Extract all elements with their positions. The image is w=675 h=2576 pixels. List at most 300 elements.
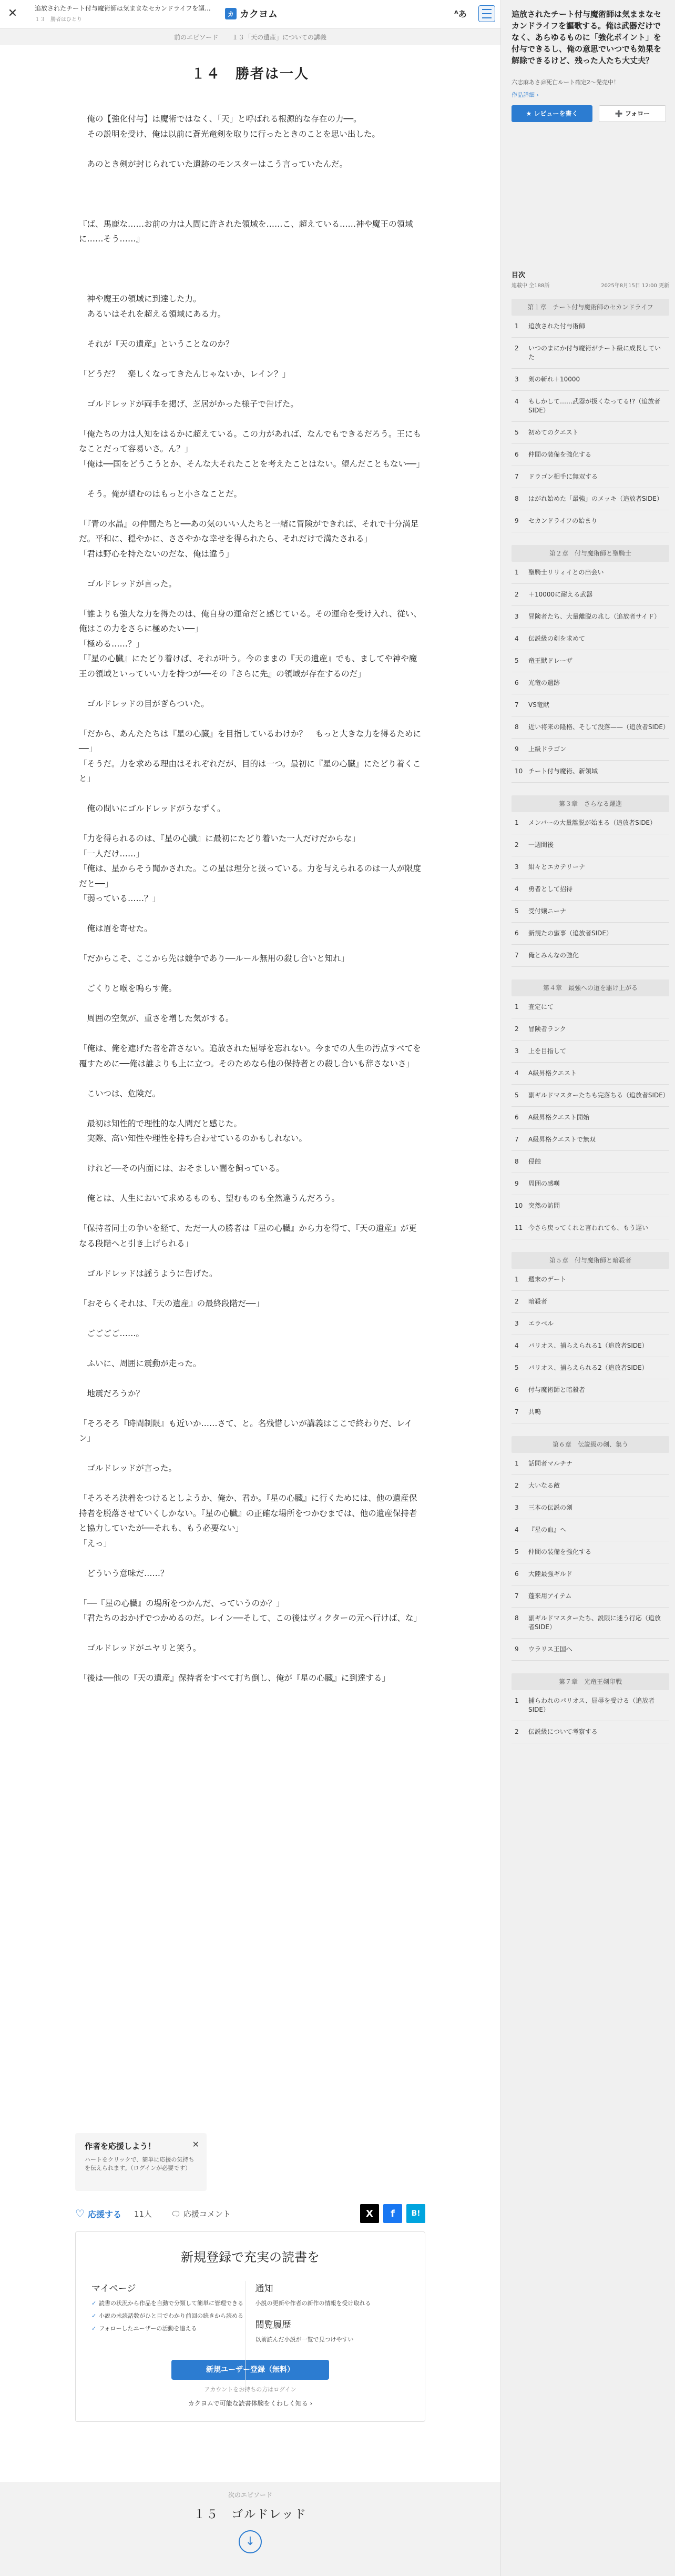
toc-episode-title: 伝説級について考察する (528, 1728, 598, 1735)
share-buttons (360, 2204, 425, 2223)
toc-episode-number: 8 (515, 1614, 519, 1622)
toc-heading: 目次 (512, 271, 526, 279)
toc-episode-title: 侵蝕 (528, 1158, 541, 1165)
toc-episode-link[interactable] (512, 672, 669, 694)
toc-episode-number: 6 (515, 679, 519, 686)
toc-episode-link[interactable] (512, 650, 669, 672)
toc-episode-link[interactable] (512, 694, 669, 716)
toc-episode-link[interactable] (512, 1608, 669, 1639)
toc-episode-link[interactable] (512, 1401, 669, 1423)
body-paragraph: ふいに、周囲に震動が走った。 (79, 1358, 201, 1368)
toc-episode-number: 7 (515, 473, 519, 480)
toc-episode-link[interactable] (512, 1040, 669, 1063)
toc-episode-link[interactable] (512, 1063, 669, 1085)
mypage-feature: ✓ フォローしたユーザーの活動を追える (91, 2325, 246, 2333)
toc-episode-link[interactable] (512, 488, 669, 510)
body-paragraph (79, 321, 422, 337)
cheer-description: ハートをクリックで、簡単に応援の気持ちを伝えられます。（ログインが必要です） (85, 2156, 195, 2171)
toc-episode-link[interactable] (512, 739, 669, 761)
review-button[interactable]: ★ レビューを書く (512, 105, 592, 122)
toc-episode-number: 2 (515, 1025, 519, 1033)
toc-episode-number: 7 (515, 1408, 519, 1416)
toc-episode-title: A級昇格クエスト (528, 1069, 577, 1077)
toc-episode-title: ドラゴン相手に無双する (528, 473, 598, 480)
toc-episode-number: 8 (515, 495, 519, 502)
toc-episode-link[interactable] (512, 369, 669, 391)
toc-episode-link[interactable] (512, 606, 669, 628)
body-paragraph: どういう意味だ……？ (79, 1568, 169, 1578)
toc-episode-link[interactable] (512, 1563, 669, 1585)
body-paragraph (79, 1071, 422, 1086)
sidebar-author[interactable]: 六志麻あさ＠死亡ルート確定2〜発売中！ (512, 79, 619, 86)
toc-episode-title: 冒険者たち、大量離脱の兆し（追放者サイド） (528, 613, 661, 620)
toc-episode-title: 副ギルドマスターたちも完落ちる（追放者SIDE） (528, 1092, 669, 1099)
learn-more-link[interactable]: カクヨムで可能な読書体験をくわしく知る › (188, 2400, 313, 2407)
toc-episode-link[interactable] (512, 1018, 669, 1040)
body-paragraph (79, 471, 422, 487)
toc-chapter-title: 第５章 付与魔術師と暗殺者 (512, 1252, 669, 1269)
cheer-tooltip (75, 2133, 207, 2191)
toc-episode-link[interactable] (512, 1585, 669, 1608)
like-count[interactable]: 11人 (134, 2209, 152, 2219)
toc-episode-number: 4 (515, 885, 519, 893)
body-paragraph (79, 711, 422, 726)
toc-episode-link[interactable] (512, 422, 669, 444)
toc-episode-link[interactable] (512, 1721, 669, 1743)
toc-episode-title: 剣の斬れ＋10000 (528, 376, 580, 383)
like-button[interactable] (75, 2207, 121, 2220)
body-paragraph: 俺とは、人生において求めるものも、望むものも全然違うんだろう。 (79, 1194, 340, 1203)
toc-episode-title: A級昇格クエスト開始 (528, 1114, 589, 1121)
toc-episode-title: ＋10000に耐える武器 (528, 591, 593, 598)
toc-episode-link[interactable] (512, 923, 669, 945)
body-paragraph: ゴルドレッドが言った。 (79, 579, 177, 589)
body-paragraph: 「おそらくそれは、『天の遺産』の最終段階だ──」 (79, 1298, 264, 1308)
toc-episode-title: 周囲の感嘆 (528, 1180, 560, 1187)
body-paragraph (79, 1101, 422, 1116)
like-label: 応援する (87, 2209, 121, 2219)
toc-episode-title: パリオス、捕らえられる2（追放者SIDE） (528, 1364, 648, 1371)
toc-episode-number: 6 (515, 1570, 519, 1578)
toc-episode-link[interactable] (512, 1519, 669, 1541)
toc-episode-link[interactable] (512, 1291, 669, 1313)
body-paragraph: 「君は野心を持たないのだな、俺は違う」 (79, 549, 234, 559)
body-paragraph: こいつは、危険だ。 (79, 1088, 161, 1098)
toc-episode-number: 9 (515, 745, 519, 753)
toc-chapter (512, 1252, 669, 1423)
toc-episode-title: 突然の訪問 (528, 1202, 560, 1209)
toc-episode-number: 7 (515, 952, 519, 959)
logo-text: カクヨム (240, 9, 278, 20)
body-paragraph: ごごごご……。 (79, 1328, 145, 1338)
toc-episode-title: 仲間の装備を強化する (528, 451, 592, 458)
close-icon[interactable]: ✕ (7, 7, 18, 20)
toc-episode-link[interactable] (512, 1475, 669, 1497)
share-facebook-button[interactable]: f (383, 2204, 402, 2223)
toc-chapter (512, 979, 669, 1239)
toc-episode-title: 新規たの蜜事（追放者SIDE） (528, 930, 612, 937)
toc-episode-title: 仲間の装備を強化する (528, 1548, 592, 1555)
toc-episode-number: 10 (515, 1202, 523, 1209)
toc-updated: 2025年8月15日 12:00 更新 (601, 283, 669, 289)
toc-episode-title: 暗殺者 (528, 1298, 548, 1305)
body-paragraph (79, 1446, 422, 1461)
toc-chapter-title: 第６章 伝説級の剣、集う (512, 1436, 669, 1453)
toc-episode-link[interactable] (512, 1217, 669, 1239)
toc-episode-link[interactable] (512, 628, 669, 650)
login-link[interactable]: アカウントをお持ちの方はログイン (204, 2386, 296, 2393)
toc-episode-number: 1 (515, 1460, 519, 1467)
mypage-feature: ✓ 小説の未読話数がひと目でわかり前回の続きから読める (91, 2312, 246, 2320)
toc-episode-title: 週末のデート (528, 1276, 567, 1283)
toc-episode-link[interactable] (512, 584, 669, 606)
body-paragraph (79, 1026, 422, 1042)
body-paragraph: そう。俺が望むのはもっと小さなことだ。 (79, 489, 242, 499)
toc-episode-title: 大いなる敵 (528, 1482, 560, 1489)
history-title: 閲覧履歴 (255, 2320, 291, 2330)
toc-episode-link[interactable] (512, 1639, 669, 1661)
next-episode-label: 次のエピソード (228, 2491, 272, 2499)
body-paragraph: 周囲の空気が、重さを増した気がする。 (79, 1014, 234, 1023)
toc-episode-title: 初めてのクエスト (528, 429, 579, 436)
body-paragraph (79, 411, 422, 427)
toc-episode-number: 1 (515, 569, 519, 576)
comment-label: 応援コメント (183, 2209, 231, 2219)
toc-episode-title: 共鳴 (528, 1408, 541, 1416)
toc-episode-title: 冒険者ランク (528, 1025, 566, 1033)
toc-episode-number: 7 (515, 1136, 519, 1143)
close-icon[interactable]: ✕ (192, 2139, 199, 2149)
body-paragraph: 「そろそろ決着をつけるとしようか、俺か、君か。『星の心臓』に行くためには、他の遺産保持者を脱落させていくしかない。『星の心臓』の正確な場所をつかむまでは、他の遺産保持者と協力していたが──それも、もう必要ない」 (79, 1493, 417, 1533)
toc-episode-number: 2 (515, 1298, 519, 1305)
toc-episode-number: 1 (515, 1697, 519, 1704)
toc-episode-number: 5 (515, 1364, 519, 1371)
toc-episode-title: 三本の伝説の剣 (528, 1504, 573, 1511)
toc-chapter-title: 第７章 光竜王剣印戦 (512, 1673, 669, 1690)
body-paragraph: 「俺は、星からそう聞かされた。この星は理分と扱っている。力を与えられるのは一人が限度だと──」 (79, 864, 422, 888)
body-paragraph: 『ば、馬鹿な……お前の力は人間に許された領域を……こ、超えている……神や魔王の領域に……そう……』 (79, 219, 413, 244)
body-paragraph (79, 1626, 422, 1641)
toc-panel-icon[interactable] (478, 5, 495, 22)
toc-episode-link[interactable] (512, 338, 669, 369)
toc-episode-link[interactable] (512, 562, 669, 584)
toc-episode-title: 『星の血』へ (528, 1526, 567, 1533)
body-paragraph (79, 142, 422, 157)
toc-chapter-title: 第４章 最強への道を駆け上がる (512, 979, 669, 996)
kakuyomu-logo[interactable] (225, 6, 278, 21)
cheer-title: 作者を応援しよう！ (85, 2141, 156, 2151)
share-x-button[interactable]: X (360, 2204, 379, 2223)
toc-episode-number: 3 (515, 1047, 519, 1055)
body-paragraph: 俺の【強化付与】は魔術ではなく、「天」と呼ばれる根源的な存在の力──。 (79, 114, 362, 124)
work-detail-link[interactable]: 作品詳細 › (512, 92, 539, 98)
body-paragraph (79, 1401, 422, 1416)
mypage-feature: ✓ 読書の状況から作品を自動で分類して簡単に管理できる (91, 2299, 246, 2308)
toc-episode-number: 6 (515, 1386, 519, 1393)
toc-episode-link[interactable] (512, 1129, 669, 1151)
body-paragraph: 「俺たちの力は人知をはるかに超えている。この力があれば、なんでもできるだろう。王にもなことだって容易いさ。ん？」 (79, 429, 422, 453)
toc-episode-link[interactable] (512, 834, 669, 856)
body-paragraph: けれど──その内面には、おそましい闇を飼っている。 (79, 1164, 284, 1173)
toc-episode-title: A級昇格クエストで無双 (528, 1136, 596, 1143)
toc-episode-number: 3 (515, 1320, 519, 1327)
body-paragraph (79, 201, 422, 217)
toc-episode-title: チート付与魔術、新領域 (528, 767, 598, 775)
toc-episode-title: 受付嬢ニーナ (528, 907, 567, 915)
body-paragraph: あるいはそれを超える領域にある力。 (79, 309, 226, 319)
toc-episode-title: 蓬来用アイテム (528, 1592, 572, 1600)
toc-episode-title: 大陸最強ギルド (528, 1570, 572, 1578)
history-note: 以前読んだ小説が一覧で見つけやすい (255, 2336, 354, 2343)
toc-episode-link[interactable] (512, 716, 669, 739)
body-paragraph (79, 1476, 422, 1491)
episode-title: １４ 勝者は一人 (191, 66, 309, 82)
toc-episode-number: 6 (515, 451, 519, 458)
toc-episode-number: 1 (515, 1276, 519, 1283)
toc-episode-link[interactable] (512, 1195, 669, 1217)
toc-meta (512, 281, 669, 289)
body-paragraph: 「『青の水晶』の仲間たちと──あの気のいい人たちと一緒に冒険ができれば、それで十分満足だ。平和に、穏やかに、ささやかな幸せを得られたら、それだけで満たされる」 (79, 519, 419, 543)
body-paragraph: 「保持者同士の争いを経て、ただ一人の勝者は『星の心臓』から力を得て、『天の遺産』が更なる段階へと引き上げられる」 (79, 1224, 417, 1248)
toc-episode-link[interactable] (512, 466, 669, 488)
sidebar-work-title[interactable]: 追放されたチート付与魔術師は気ままなセカンドライフを謳歌する。俺は武器だけでなく、あらゆるものに「強化ポイント」を付与できるし、俺の意思でいつでも効果を解除できるけど、残った人たち大丈夫？ (512, 9, 662, 65)
body-paragraph: 「そうだ。力を求める理由はそれぞれだが、目的は一つ。最初に『星の心臓』にたどり着くこと」 (79, 759, 421, 783)
heart-icon: ♡ (75, 2207, 85, 2220)
toc-episode-title: 査定にて (528, 1003, 554, 1011)
toc-chapter (512, 545, 669, 783)
toc-episode-number: 11 (515, 1224, 523, 1231)
body-paragraph: 「そろそろ『時間制限』も近いか……さて、と。名残惜しいが講義はここで終わりだ、レイン」 (79, 1418, 413, 1443)
toc-episode-number: 2 (515, 1728, 519, 1735)
toc-episode-link[interactable] (512, 510, 669, 532)
body-paragraph: 「一人だけ……」 (79, 848, 145, 858)
toc-episode-number: 3 (515, 613, 519, 620)
toc-episode-number: 3 (515, 863, 519, 871)
body-paragraph: 「えっ」 (79, 1538, 112, 1548)
arrow-down-circle-icon[interactable]: ↓ (239, 2530, 262, 2553)
table-of-contents (512, 299, 669, 1756)
toc-episode-link[interactable] (512, 1357, 669, 1379)
body-paragraph (79, 561, 422, 577)
body-paragraph: 「俺は、俺を遮げた者を許さない。追放された屈辱を忘れない。今までの人生の汚点すべてを覆すために──俺は誰よりも上に立つ。そのためなら他の保持者との殺し合いも辞さないさ」 (79, 1044, 421, 1068)
toc-episode-link[interactable] (512, 878, 669, 901)
toc-episode-number: 1 (515, 1003, 519, 1011)
body-paragraph: 「弱っている……？」 (79, 894, 161, 903)
toc-chapter-title: 第１章 チート付与魔術師のセカンドライフ (512, 299, 669, 316)
body-paragraph: 「力を得られるのは、『星の心臓』に最初にたどり着いた一人だけだからな」 (79, 834, 360, 843)
toc-episode-link[interactable] (512, 1085, 669, 1107)
prev-episode-label[interactable]: 前のエピソード (174, 33, 219, 41)
body-paragraph: それが『天の遺産』ということなのか？ (79, 339, 234, 349)
toc-episode-number: 6 (515, 930, 519, 937)
toc-episode-number: 8 (515, 723, 519, 731)
comment-button[interactable]: 🗨 応援コメント (171, 2209, 231, 2219)
toc-episode-link[interactable] (512, 316, 669, 338)
toc-episode-number: 4 (515, 1069, 519, 1077)
toc-episode-title: はがれ始めた「最強」のメッキ（追放者SIDE） (528, 495, 663, 502)
toc-episode-title: 一週間後 (528, 841, 554, 848)
toc-episode-link[interactable] (512, 1173, 669, 1195)
toc-episode-link[interactable] (512, 945, 669, 967)
toc-episode-number: 9 (515, 1645, 519, 1653)
body-paragraph: 神や魔王の領域に到達した力。 (79, 294, 201, 304)
toc-episode-number: 4 (515, 635, 519, 642)
body-paragraph (79, 1206, 422, 1221)
toc-episode-number: 2 (515, 591, 519, 598)
toc-episode-link[interactable] (512, 901, 669, 923)
body-paragraph: 「後は──他の『天の遺産』保持者をすべて打ち倒し、俺が『星の心臓』に到達する」 (79, 1673, 390, 1683)
body-paragraph: 実際、高い知性や理性を持ち合わせているのかもしれない。 (79, 1134, 308, 1143)
toc-episode-title: 上を目指して (528, 1047, 567, 1055)
toc-episode-title: 竜王獣ドレーザ (528, 657, 573, 664)
font-size-icon[interactable]: ᴬあ (454, 9, 467, 19)
share-hatena-button[interactable]: B! (406, 2204, 425, 2223)
body-paragraph (79, 261, 422, 277)
toc-episode-title: 副ギルドマスターたち、説限に迷う行応（追放者SIDE） (528, 1614, 661, 1631)
toc-episode-link[interactable] (512, 761, 669, 783)
body-paragraph: ゴルドレッドは謡うように告げた。 (79, 1268, 218, 1278)
body-paragraph (79, 1341, 422, 1356)
signup-heading: 新規登録で充実の読書を (181, 2250, 320, 2265)
toc-chapter-title: 第２章 付与魔術師と聖騎士 (512, 545, 669, 562)
toc-episode-link[interactable] (512, 856, 669, 878)
body-paragraph (79, 1251, 422, 1266)
toc-episode-link[interactable] (512, 1107, 669, 1129)
signup-button[interactable]: 新規ユーザー登録（無料） (171, 2360, 329, 2380)
toc-episode-number: 1 (515, 322, 519, 330)
toc-episode-title: 勇者として招待 (528, 885, 573, 893)
body-paragraph (79, 247, 422, 262)
toc-episode-link[interactable] (512, 812, 669, 834)
toc-episode-title: エラベル (528, 1320, 554, 1327)
toc-chapter-title: 第３章 さらなる躍進 (512, 795, 669, 812)
toc-episode-link[interactable] (512, 1313, 669, 1335)
body-paragraph: 「誰よりも強大な力を得たのは、俺自身の運命だと感じている。その運命を受け入れ、従い、俺はこの力をさらに極めたい──」 (79, 609, 422, 633)
body-paragraph (79, 1551, 422, 1566)
toc-episode-title: 上級ドラゴン (528, 745, 567, 753)
toc-episode-link[interactable] (512, 1379, 669, 1401)
toc-episode-title: 追放された付与術師 (528, 322, 586, 330)
toc-episode-number: 1 (515, 819, 519, 826)
toc-episode-number: 8 (515, 1158, 519, 1165)
toc-episode-link[interactable] (512, 1541, 669, 1563)
episode-nav (0, 28, 500, 45)
body-paragraph: 「──『星の心臓』の場所をつかんだ、っていうのか？」 (79, 1598, 284, 1608)
toc-episode-link[interactable] (512, 996, 669, 1018)
body-paragraph (79, 277, 422, 292)
toc-episode-title: 捕らわれのパリオス、屈辱を受ける（追放者SIDE） (528, 1697, 655, 1713)
body-paragraph (79, 381, 422, 397)
body-paragraph: ゴルドレッドが両手を掲げ、芝居がかった様子で告げた。 (79, 399, 299, 409)
toc-episode-link[interactable] (512, 1497, 669, 1519)
body-paragraph: ごくりと喉を鳴らす俺。 (79, 984, 177, 993)
toc-chapter (512, 1673, 669, 1743)
toc-episode-title: 光竜の遺跡 (528, 679, 560, 686)
body-paragraph: 俺の問いにゴルドレッドがうなずく。 (79, 804, 226, 813)
body-paragraph (79, 816, 422, 832)
toc-episode-title: 話問者マルチナ (528, 1460, 573, 1467)
toc-episode-title: セカンドライフの始まり (528, 517, 598, 524)
body-paragraph (79, 1656, 422, 1671)
body-paragraph (79, 1581, 422, 1596)
body-paragraph (79, 1371, 422, 1386)
episode-body (79, 112, 425, 1686)
follow-button[interactable]: ➕ フォロー (599, 105, 666, 122)
toc-episode-number: 3 (515, 376, 519, 383)
body-paragraph (79, 936, 422, 952)
toc-episode-title: パリオス、捕らえられる1（追放者SIDE） (528, 1342, 648, 1349)
body-paragraph (79, 351, 422, 367)
toc-episode-title: 聖騎士リリィイとの出会い (528, 569, 604, 576)
toc-episode-title: いつのまにか付与魔術がチート級に成長していた (528, 345, 661, 361)
toc-episode-number: 5 (515, 907, 519, 915)
toc-episode-link[interactable] (512, 1151, 669, 1173)
body-paragraph (79, 996, 422, 1012)
body-paragraph: ゴルドレッドがニヤリと笑う。 (79, 1643, 201, 1653)
toc-episode-title: 付与魔術師と暗殺者 (528, 1386, 586, 1393)
toc-status: 連載中 全188話 (512, 283, 550, 289)
toc-episode-link[interactable] (512, 391, 669, 422)
toc-episode-link[interactable] (512, 444, 669, 466)
toc-episode-number: 4 (515, 1526, 519, 1533)
body-paragraph: ゴルドレッドの目がぎらついた。 (79, 699, 209, 709)
toc-episode-title: 近い将来の隆格、そして没落——（追放者SIDE） (528, 723, 669, 731)
body-paragraph (79, 501, 422, 517)
sidebar (500, 0, 675, 2576)
body-paragraph: 「『星の心臓』にたどり着けば、それが叶う。今のままの『天の遺産』でも、ましてや神や魔王の領域といっていい力を持つが──その『さらに先』の領域が存在するのだ」 (79, 654, 417, 679)
toc-episode-number: 2 (515, 841, 519, 848)
toc-episode-link[interactable] (512, 1335, 669, 1357)
toc-chapter (512, 795, 669, 967)
toc-episode-link[interactable] (512, 1690, 669, 1721)
toc-episode-number: 2 (515, 345, 519, 352)
toc-episode-number: 5 (515, 1092, 519, 1099)
next-episode-title[interactable]: １５ ゴルドレッド (193, 2508, 307, 2521)
toc-episode-number: 9 (515, 517, 519, 524)
body-paragraph (79, 187, 422, 202)
toc-episode-link[interactable] (512, 1453, 669, 1475)
body-paragraph: 地震だろうか？ (79, 1388, 145, 1398)
body-paragraph (79, 786, 422, 802)
work-title[interactable]: 追放されたチート付与魔術師は気ままなセカンドライフを謳... (35, 5, 211, 12)
body-paragraph (79, 966, 422, 982)
toc-episode-number: 4 (515, 398, 519, 405)
toc-episode-number: 2 (515, 1482, 519, 1489)
body-paragraph (79, 1146, 422, 1161)
signup-box (75, 2231, 425, 2422)
body-paragraph (79, 681, 422, 696)
toc-episode-number: 9 (515, 1180, 519, 1187)
toc-episode-title: メンバーの大量離脱が始まる（追放者SIDE） (528, 819, 657, 826)
body-paragraph (79, 591, 422, 607)
episode-actions (75, 2202, 425, 2225)
body-paragraph: 「だからこそ、ここから先は競争であり──ルール無用の殺し合いと知れ」 (79, 954, 350, 963)
next-episode[interactable] (0, 2482, 500, 2576)
toc-episode-title: もしかして……武器が扱くなってる!?（追放者SIDE） (528, 398, 661, 414)
body-paragraph (79, 1281, 422, 1296)
body-paragraph: 「君たちのおかげでつかめるのだ。レイン──そして、この後はヴィクターの元へ行けば、な」 (79, 1613, 422, 1623)
prev-episode-title[interactable]: １３「天の遺産」についての講義 (232, 33, 326, 41)
toc-episode-number: 4 (515, 1342, 519, 1349)
body-paragraph: あのとき剣が封じられていた遺跡のモンスターはこう言っていたんだ。 (79, 159, 348, 169)
toc-episode-link[interactable] (512, 1269, 669, 1291)
body-paragraph: ゴルドレッドが言った。 (79, 1463, 177, 1473)
body-paragraph: 「極める……？」 (79, 639, 145, 649)
episode-subtitle: １３ 勝者はひとり (35, 17, 82, 23)
toc-chapter (512, 1436, 669, 1661)
body-paragraph: その説明を受け、俺は以前に蒼光竜剣を取りに行ったときのことを思い出した。 (79, 129, 380, 139)
toc-episode-number: 7 (515, 701, 519, 709)
